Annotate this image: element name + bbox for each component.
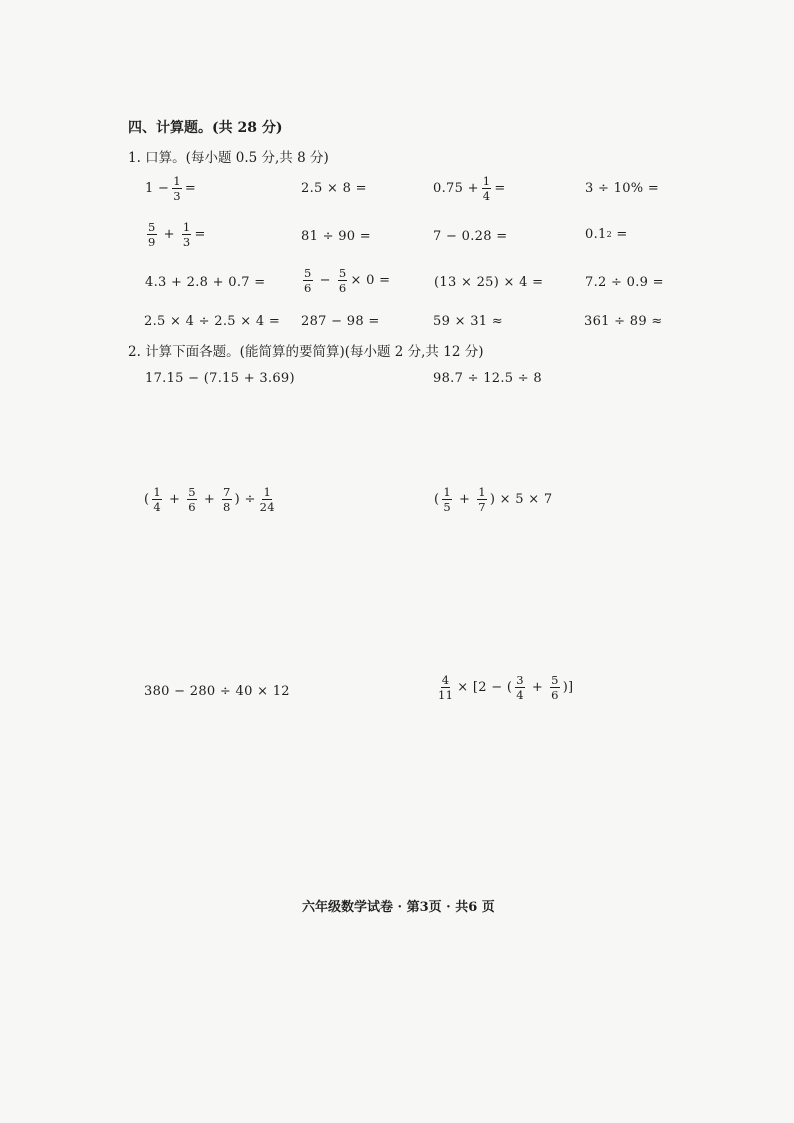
calc-q1: 17.15 − (7.15 + 3.69)	[145, 371, 295, 386]
fraction: $\frac{1}{3}$	[182, 220, 191, 250]
close-brackets: )]	[562, 680, 574, 696]
calc-q6	[434, 674, 573, 701]
exponent: 2	[606, 230, 612, 239]
fraction: $\frac{5}{9}$	[148, 220, 156, 250]
fraction: $\frac{1}{24}$	[259, 485, 275, 515]
fraction: $\frac{4}{11}$	[438, 673, 454, 703]
fraction: $\frac{1}{4}$	[153, 485, 161, 515]
mental-q-r1c3	[433, 175, 506, 202]
fraction: $\frac{1}{5}$	[443, 485, 451, 515]
mental-q-r3c3: (13 × 25) × 4 =	[434, 275, 544, 290]
mental-q-r2c4	[585, 227, 628, 242]
operator: +	[459, 492, 471, 508]
mental-q-r2c2: 81 ÷ 90 =	[301, 229, 371, 244]
fraction: $\frac{1}{7}$	[478, 485, 486, 515]
part1-title: 1. 口算。(每小题 0.5 分,共 8 分)	[128, 150, 329, 166]
mental-q-r4c2: 287 − 98 =	[301, 314, 380, 329]
fraction: $\frac{3}{4}$	[516, 673, 524, 703]
expr-base: 0.1	[585, 227, 607, 242]
fraction: $\frac{7}{8}$	[223, 485, 231, 515]
operator: +	[163, 227, 175, 243]
mental-q-r1c1	[145, 175, 196, 202]
equals-sign: =	[194, 227, 206, 243]
section-title: 四、计算题。(共 28 分)	[128, 120, 283, 136]
operator: +	[531, 680, 544, 696]
operator: +	[169, 492, 181, 508]
calc-q3	[144, 486, 279, 513]
fraction: $\frac{5}{6}$	[551, 673, 559, 703]
operator: −	[319, 273, 331, 289]
mental-q-r3c2	[300, 267, 390, 294]
calc-q5: 380 − 280 ÷ 40 × 12	[144, 684, 290, 699]
expr-text: 0.75 +	[433, 181, 479, 197]
fraction: $\frac{5}{6}$	[188, 485, 196, 515]
mental-q-r1c2: 2.5 × 8 =	[301, 181, 367, 196]
mental-q-r3c4: 7.2 ÷ 0.9 =	[585, 275, 664, 290]
equals-sign: =	[494, 181, 506, 197]
calc-q2: 98.7 ÷ 12.5 ÷ 8	[433, 371, 542, 386]
operator: +	[203, 492, 216, 508]
equals-sign: =	[184, 181, 197, 197]
part2-title: 2. 计算下面各题。(能简算的要简算)(每小题 2 分,共 12 分)	[128, 344, 484, 360]
equals-sign: =	[616, 227, 628, 242]
open-paren: (	[144, 492, 150, 508]
open-paren: (	[434, 492, 440, 508]
mental-q-r4c4: 361 ÷ 89 ≈	[584, 314, 663, 329]
mental-q-r2c1	[144, 221, 206, 248]
mental-q-r2c3: 7 − 0.28 =	[433, 229, 508, 244]
fraction: $\frac{5}{6}$	[338, 266, 347, 296]
close-paren-multiply: ) × 5 × 7	[489, 492, 553, 508]
mental-q-r4c1: 2.5 × 4 ÷ 2.5 × 4 =	[144, 314, 281, 329]
expr-text: × 0 =	[350, 273, 391, 289]
mental-q-r1c4: 3 ÷ 10% =	[585, 181, 660, 196]
expr-text: 1 −	[145, 181, 170, 197]
mental-q-r3c1: 4.3 + 2.8 + 0.7 =	[145, 275, 266, 290]
close-paren-divide: ) ÷	[234, 492, 256, 508]
fraction: $\frac{5}{6}$	[304, 266, 312, 296]
page-footer: 六年级数学试卷 · 第3页 · 共6 页	[302, 900, 495, 915]
calc-q4	[434, 486, 552, 513]
mental-q-r4c3: 59 × 31 ≈	[433, 314, 503, 329]
fraction: $\frac{1}{4}$	[482, 174, 491, 204]
fraction: $\frac{1}{3}$	[173, 174, 181, 204]
expr-text: × [2 − (	[457, 680, 513, 696]
